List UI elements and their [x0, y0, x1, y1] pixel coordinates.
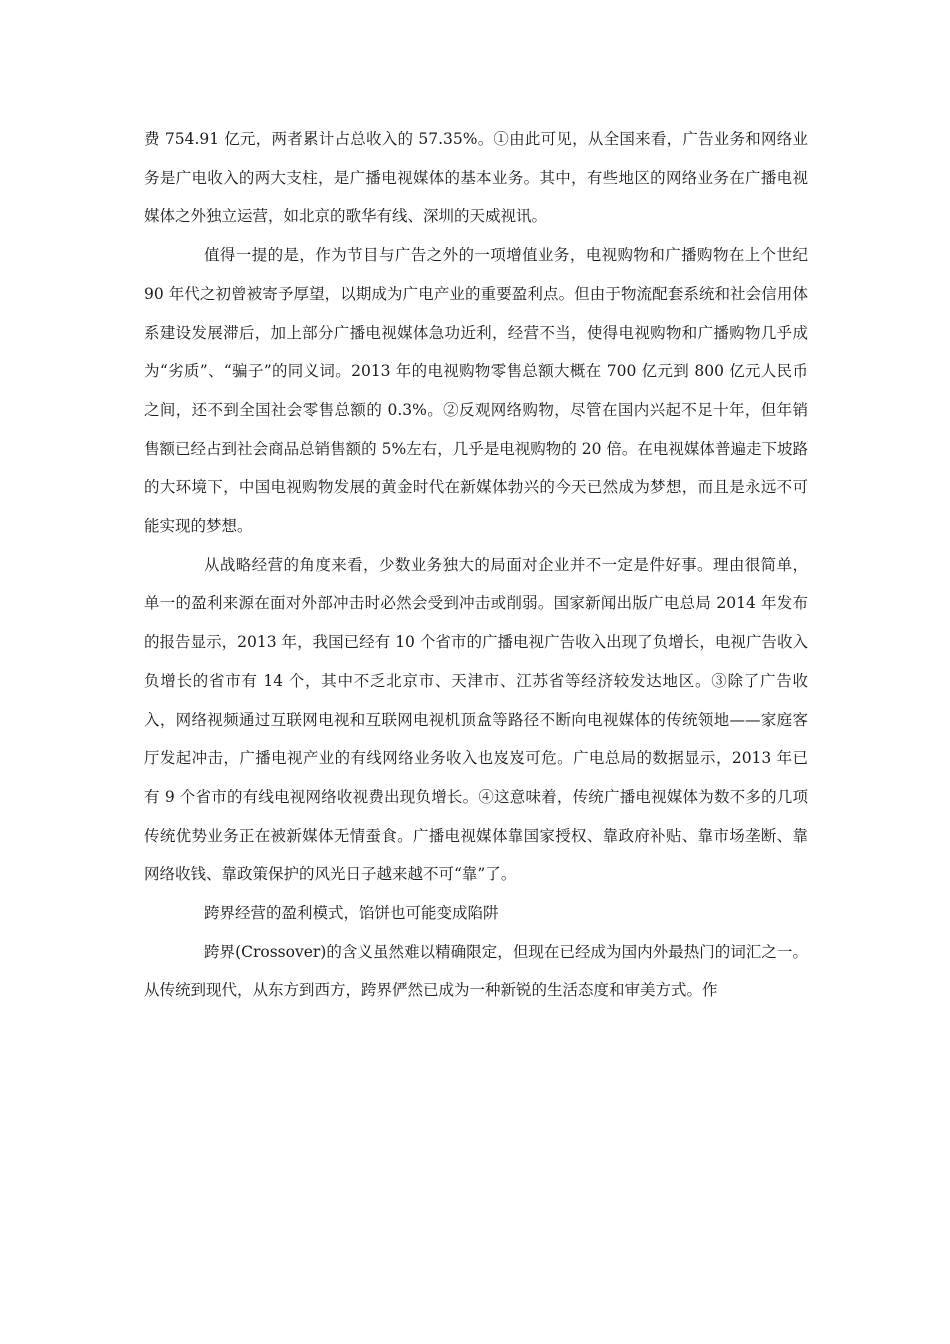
paragraph-advertising-network-revenue: 费 754.91 亿元，两者累计占总收入的 57.35%。①由此可见，从全国来看，广告业务和网络业务是广电收入的两大支柱，是广播电视媒体的基本业务。其中，有些地区的网络业务在广播电视媒体之外独立运营，如北京的歌华有线、深圳的天威视讯。 [144, 130, 808, 226]
document-body [144, 120, 808, 1010]
paragraph-strategic-operation: 从战略经营的角度来看，少数业务独大的局面对企业并不一定是件好事。理由很简单，单一的盈利来源在面对外部冲击时必然会受到冲击或削弱。国家新闻出版广电总局 2014 年发布的报告显示，2013 年，我国已经有 10 个省市的广播电视广告收入出现了负增长，电视广告收入负增长的省市有 14 个，其中不乏北京市、天津市、江苏省等经济较发达地区。③除了广告收入，网络视频通过互联网电视和互联网电视机顶盒等路径不断向电视媒体的传统领地——家庭客厅发起冲击，广播电视产业的有线网络业务收入也岌岌可危。广电总局的数据显示，2013 年已有 9 个省市的有线电视网络收视费出现负增长。④这意味着，传统广播电视媒体为数不多的几项传统优势业务正在被新媒体无情蚕食。广播电视媒体靠国家授权、靠政府补贴、靠市场垄断、靠网络收钱、靠政策保护的风光日子越来越不可“靠”了。 [144, 555, 808, 884]
paragraph-tv-shopping: 值得一提的是，作为节目与广告之外的一项增值业务，电视购物和广播购物在上个世纪 90 年代之初曾被寄予厚望，以期成为广电产业的重要盈利点。但由于物流配套系统和社会信用体系建设发展滞后，加上部分广播电视媒体急功近利，经营不当，使得电视购物和广播购物几乎成为“劣质”、“骗子”的同义词。2013 年的电视购物零售总额大概在 700 亿元到 800 亿元人民币之间，还不到全国社会零售总额的 0.3%。②反观网络购物，尽管在国内兴起不足十年，但年销售额已经占到社会商品总销售额的 5%左右，几乎是电视购物的 20 倍。在电视媒体普遍走下坡路的大环境下，中国电视购物发展的黄金时代在新媒体勃兴的今天已然成为梦想，而且是永远不可能实现的梦想。 [144, 246, 808, 536]
paragraph-crossover-definition: 跨界(Crossover)的含义虽然难以精确限定，但现在已经成为国内外最热门的词汇之一。从传统到现代，从东方到西方，跨界俨然已成为一种新锐的生活态度和审美方式。作 [144, 942, 808, 1000]
section-heading-crossover: 跨界经营的盈利模式，馅饼也可能变成陷阱 [204, 904, 499, 923]
